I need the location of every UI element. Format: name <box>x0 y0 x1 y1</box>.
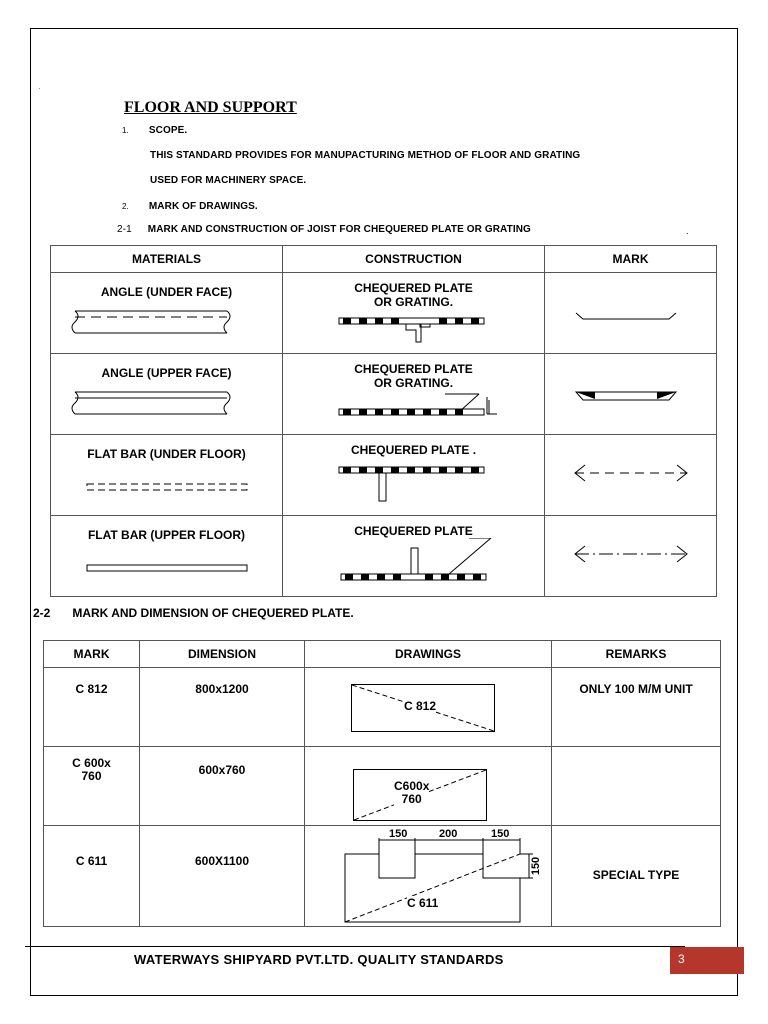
mark-cell <box>545 273 717 354</box>
flat-bar-under-drawing <box>77 479 257 499</box>
plate-flat-bar-under-drawing <box>334 463 494 509</box>
mark-cell <box>545 516 717 597</box>
dim-label: 150 <box>530 856 543 876</box>
mark-cell <box>44 747 140 826</box>
scope-text-1: THIS STANDARD PROVIDES FOR MANUPACTURING METHOD OF FLOOR AND GRATING <box>150 150 581 161</box>
mark-cell <box>44 826 140 927</box>
mark-cell <box>545 354 717 435</box>
scope-label: SCOPE. <box>148 125 188 136</box>
material-cell <box>51 273 283 354</box>
dim-label: 200 <box>439 828 458 840</box>
dimension-value: 600X1100 <box>194 854 250 868</box>
section-2-2-number: 2-2 <box>33 606 51 620</box>
drawing-cell <box>305 668 552 747</box>
dimension-cell <box>140 747 305 826</box>
table-row <box>44 668 721 747</box>
plate-c600-drawing <box>353 769 487 821</box>
plate-label: C 812 <box>404 699 437 713</box>
page-number: 3 <box>670 947 744 974</box>
drawing-cell <box>305 826 552 927</box>
construction-label: CHEQUERED PLATE <box>354 281 473 295</box>
subsection-label: MARK AND CONSTRUCTION OF JOIST FOR CHEQUERED PLATE OR GRATING <box>147 224 531 235</box>
section-2-2-title: MARK AND DIMENSION OF CHEQUERED PLATE. <box>72 606 354 620</box>
material-label: ANGLE (UPPER FACE) <box>101 366 232 380</box>
construction-label-2: OR GRATING. <box>373 376 454 390</box>
material-label: FLAT BAR (UNDER FLOOR) <box>87 447 246 461</box>
remarks-cell <box>552 747 721 826</box>
dimension-value: 800x1200 <box>195 682 249 696</box>
col-drawings: DRAWINGS <box>305 641 552 668</box>
material-label: ANGLE (UNDER FACE) <box>100 285 233 299</box>
angle-under-drawing <box>67 305 267 337</box>
trailing-mark: . <box>686 226 689 236</box>
scope-heading <box>122 125 187 136</box>
material-cell <box>51 435 283 516</box>
col-materials: MATERIALS <box>51 246 283 273</box>
mark-flat-bar-under-icon <box>571 459 691 489</box>
subsection-2-1 <box>117 224 531 235</box>
table-row <box>44 826 721 927</box>
remarks-value: ONLY 100 M/M UNIT <box>579 682 693 696</box>
mark-cell <box>545 435 717 516</box>
construction-cell <box>283 516 545 597</box>
mark-value: C 611 <box>75 854 108 868</box>
dim-label: 150 <box>491 828 510 840</box>
page-title: FLOOR AND SUPPORT <box>124 99 297 116</box>
stray-mark: · <box>38 84 41 93</box>
plate-c611-drawing <box>305 826 551 926</box>
dimension-cell <box>140 668 305 747</box>
table-row <box>51 273 717 354</box>
plate-label: C 611 <box>407 896 439 910</box>
material-label: FLAT BAR (UPPER FLOOR) <box>87 528 246 542</box>
col-mark: MARK <box>44 641 140 668</box>
construction-label: CHEQUERED PLATE <box>354 524 473 538</box>
joist-table <box>50 245 717 597</box>
dimension-value: 600x760 <box>198 763 246 777</box>
construction-cell <box>283 354 545 435</box>
section-2-2-heading <box>33 606 354 620</box>
scope-number: 1. <box>122 126 129 135</box>
table-row <box>51 516 717 597</box>
material-cell <box>51 516 283 597</box>
plate-label: C600x 760 <box>394 779 430 806</box>
plate-table-header <box>44 641 721 668</box>
plate-upper-angle-drawing <box>319 392 509 422</box>
plate-table <box>43 640 721 927</box>
dim-label: 150 <box>389 828 408 840</box>
mark-label: MARK OF DRAWINGS. <box>148 201 258 212</box>
mark-heading <box>122 201 258 212</box>
remarks-cell <box>552 668 721 747</box>
plate-c812-drawing <box>351 684 495 732</box>
material-cell <box>51 354 283 435</box>
col-dimension: DIMENSION <box>140 641 305 668</box>
col-remarks: REMARKS <box>552 641 721 668</box>
plate-c611-outline <box>305 826 551 926</box>
scope-text-2: USED FOR MACHINERY SPACE. <box>150 175 307 186</box>
construction-label-2: OR GRATING. <box>373 295 454 309</box>
dimension-cell <box>140 826 305 927</box>
flat-bar-upper-drawing <box>77 560 257 580</box>
plate-flat-bar-upper-drawing <box>319 538 509 584</box>
mark-angle-upper-icon <box>571 386 691 416</box>
construction-cell <box>283 273 545 354</box>
remarks-cell <box>552 826 721 927</box>
mark-value: C 812 <box>75 682 108 696</box>
mark-flat-bar-upper-icon <box>571 540 691 570</box>
remarks-value: SPECIAL TYPE <box>592 868 680 882</box>
mark-value: C 600x 760 <box>72 756 111 783</box>
table-row <box>51 435 717 516</box>
col-mark: MARK <box>545 246 717 273</box>
mark-cell <box>44 668 140 747</box>
col-construction: CONSTRUCTION <box>283 246 545 273</box>
plate-under-angle-drawing <box>334 313 494 343</box>
angle-upper-drawing <box>67 386 267 418</box>
mark-number: 2. <box>122 202 129 211</box>
joist-table-header <box>51 246 717 273</box>
drawing-cell <box>305 747 552 826</box>
table-row <box>51 354 717 435</box>
footer-title: WATERWAYS SHIPYARD PVT.LTD. QUALITY STANDARDS <box>134 952 504 967</box>
mark-angle-under-icon <box>571 305 691 335</box>
construction-label: CHEQUERED PLATE <box>354 362 473 376</box>
subsection-number: 2-1 <box>117 224 132 235</box>
construction-label: CHEQUERED PLATE . <box>350 443 477 457</box>
construction-cell <box>283 435 545 516</box>
table-row <box>44 747 721 826</box>
footer-divider <box>25 946 685 947</box>
